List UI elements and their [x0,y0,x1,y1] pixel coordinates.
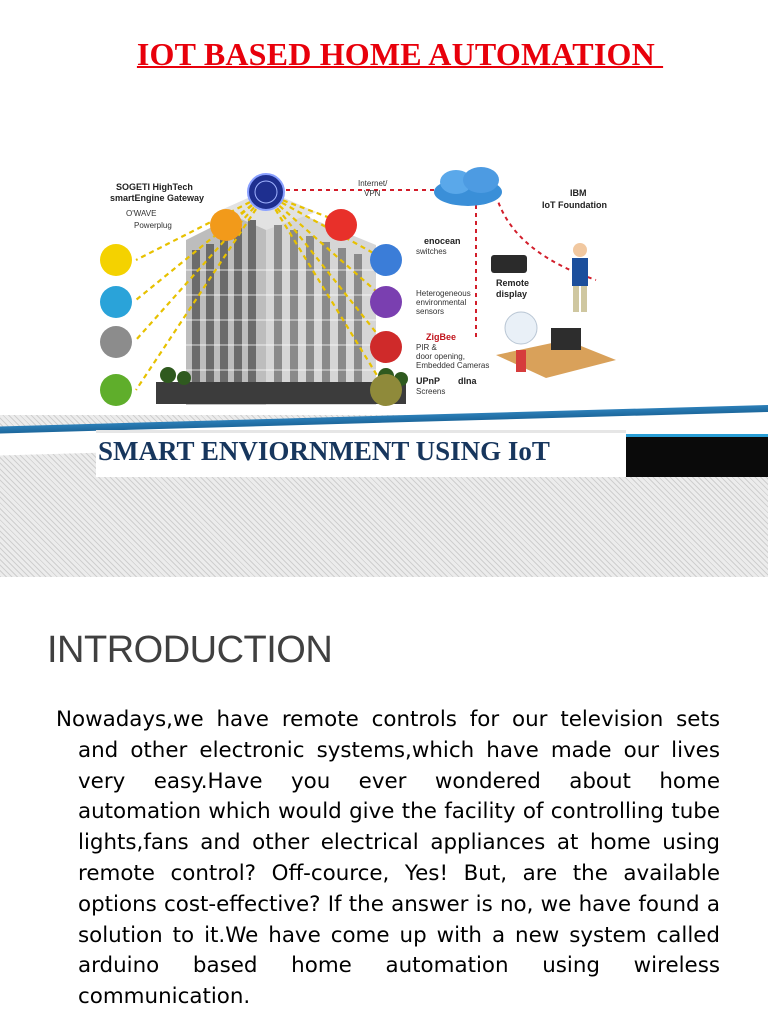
svg-text:PIR &: PIR & [416,343,437,352]
person-illustration [572,243,588,312]
svg-text:Embedded Cameras: Embedded Cameras [416,361,490,370]
svg-text:Internet/: Internet/ [358,179,388,188]
svg-text:IBM: IBM [570,188,587,198]
slide-title: IOT BASED HOME AUTOMATION [136,36,664,72]
svg-text:O'WAVE: O'WAVE [126,209,157,218]
introduction-body [56,705,720,1013]
svg-text:Powerplug: Powerplug [134,221,172,230]
svg-text:VPN: VPN [364,189,381,198]
svg-text:display: display [496,289,528,299]
svg-text:enocean: enocean [424,236,461,246]
svg-text:smartEngine Gateway: smartEngine Gateway [110,193,205,203]
desk-illustration [496,312,616,378]
svg-text:switches: switches [416,247,447,256]
caption-banner [96,430,626,477]
svg-text:ZigBee: ZigBee [426,332,457,342]
svg-text:environmental: environmental [416,298,467,307]
screen-icon [370,374,402,406]
remote-display-icon [491,255,527,273]
cloud-icon [434,167,502,206]
svg-text:UPnP: UPnP [416,376,441,386]
lock-icon [370,331,402,363]
svg-text:sensors: sensors [416,307,445,316]
svg-text:IoT Foundation: IoT Foundation [542,200,607,210]
svg-text:dlna: dlna [458,376,477,386]
fire-icon [325,209,357,241]
svg-text:SOGETI HighTech: SOGETI HighTech [116,182,193,192]
meter-icon [100,326,132,358]
water-drop-icon [100,286,132,318]
plug-icon [100,374,132,406]
lightbulb-icon [100,244,132,276]
black-band [626,437,768,477]
svg-text:Screens: Screens [416,387,446,396]
iot-illustration [96,150,630,410]
introduction-heading: INTRODUCTION [47,629,333,671]
slide-caption: SMART ENVIORNMENT USING IoT [98,436,550,466]
introduction-paragraph: Nowadays,we have remote controls for our television sets and other electronic systems,which have made our lives very easy.Have you ever wondered about home automation which would give the facility of controlling tube lights,fans and other electrical appliances at home using remote control? Off-cource, Yes! But, are the available options cost-effective? If the answer is no, we have found a solution to it.We have come up with a new system called arduino based home automation using wireless communication. [56,707,720,1010]
eye-icon [370,286,402,318]
fan-icon [370,244,402,276]
building-illustration [156,190,408,405]
lightning-icon [210,209,242,241]
svg-text:door opening,: door opening, [416,352,465,361]
svg-text:Heterogeneous: Heterogeneous [416,289,471,298]
svg-text:Remote: Remote [496,278,530,288]
introduction-slide [0,577,768,1024]
